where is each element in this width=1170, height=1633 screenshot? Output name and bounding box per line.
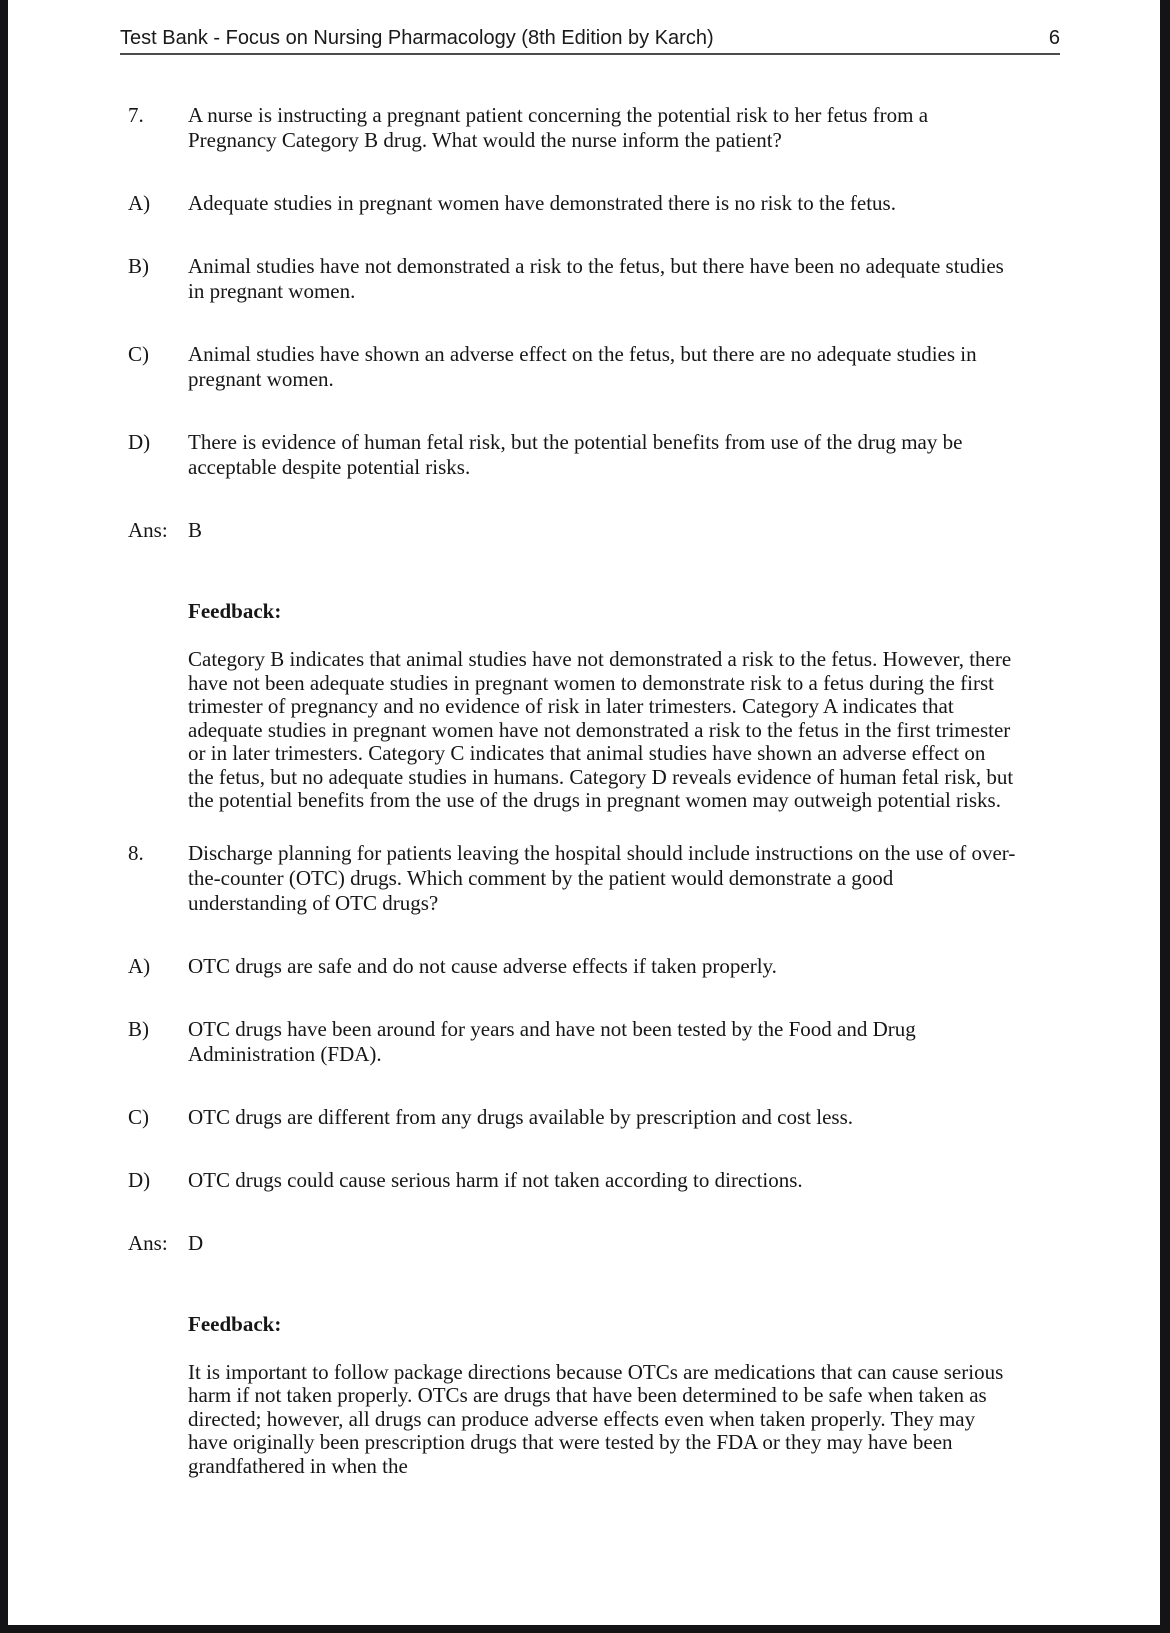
feedback-heading: Feedback: (188, 599, 282, 623)
feedback-text: Category B indicates that animal studies have not demonstrated a risk to the fetus. However, there have not been adequate studies in pregnant women to demonstrate risk to a fetus during the first trimester of pregnancy and no evidence of risk in later trimesters. Category A indicates that adequate studies in pregnant women have not demonstrated a risk to the fetus in the first trimester or in later trimesters. Category C indicates that animal studies have shown an adverse effect on the fetus, but no adequate studies in humans. Category D reveals evidence of human fetal risk, but the potential benefits from the use of the drugs in pregnant women may outweigh potential risks. (188, 647, 1014, 812)
question-row (120, 841, 1060, 916)
option-row (120, 430, 1060, 480)
page-content (120, 0, 1060, 1478)
question-text: A nurse is instructing a pregnant patient concerning the potential risk to her fetus from a Pregnancy Category B drug. What would the nurse inform the patient? (188, 103, 929, 152)
option-text: Animal studies have shown an adverse effect on the fetus, but there are no adequate studies in pregnant women. (188, 342, 977, 391)
option-letter: B) (128, 1016, 149, 1041)
option-text: OTC drugs have been around for years and have not been tested by the Food and Drug Administration (FDA). (188, 1016, 916, 1066)
question-text: Discharge planning for patients leaving the hospital should include instructions on the use of over-the-counter (OTC) drugs. Which comment by the patient would demonstrate a good understanding of OTC drugs? (188, 840, 1016, 915)
header-title: Test Bank - Focus on Nursing Pharmacology (8th Edition by Karch) (120, 27, 714, 49)
option-text: OTC drugs are different from any drugs available by prescription and cost less. (188, 1104, 854, 1129)
answer-row (120, 1231, 1060, 1256)
option-letter: B) (128, 254, 149, 278)
option-row (120, 1105, 1060, 1130)
option-letter: A) (128, 953, 151, 978)
feedback-text: It is important to follow package directions because OTCs are medications that can cause serious harm if not taken properly. OTCs are drugs that have been determined to be safe when taken as directed; however, all drugs can produce adverse effects even when taken properly. They may have originally been prescription drugs that were tested by the FDA or they may have been grandfathered in when the (188, 1359, 1004, 1478)
question-row (120, 103, 1060, 153)
page-header (120, 0, 1060, 55)
option-row (120, 191, 1060, 216)
answer-label: Ans: (128, 518, 168, 542)
option-letter: C) (128, 342, 149, 366)
option-row (120, 254, 1060, 304)
option-text: OTC drugs could cause serious harm if not taken according to directions. (188, 1167, 803, 1192)
option-text: Adequate studies in pregnant women have demonstrated there is no risk to the fetus. (188, 191, 896, 215)
header-page-number: 6 (1048, 27, 1060, 49)
question-block (120, 103, 1060, 813)
option-row (120, 342, 1060, 392)
option-text: Animal studies have not demonstrated a risk to the fetus, but there have been no adequate studies in pregnant women. (188, 254, 1004, 303)
answer-label: Ans: (128, 1230, 168, 1255)
question-number: 7. (128, 103, 144, 127)
answer-row (120, 518, 1060, 543)
option-row (120, 1017, 1060, 1067)
answer-value: D (188, 1230, 204, 1255)
option-row (120, 1168, 1060, 1193)
option-row (120, 954, 1060, 979)
option-letter: A) (128, 191, 151, 215)
question-number: 8. (128, 840, 144, 865)
option-letter: D) (128, 430, 151, 454)
option-letter: C) (128, 1104, 149, 1129)
document-page (8, 0, 1160, 1625)
option-text: OTC drugs are safe and do not cause adverse effects if taken properly. (188, 953, 777, 978)
option-letter: D) (128, 1167, 151, 1192)
option-text: There is evidence of human fetal risk, but the potential benefits from use of the drug may be acceptable despite potential risks. (188, 430, 963, 479)
feedback-heading: Feedback: (188, 1311, 282, 1336)
question-block (120, 841, 1060, 1479)
answer-value: B (188, 518, 203, 542)
